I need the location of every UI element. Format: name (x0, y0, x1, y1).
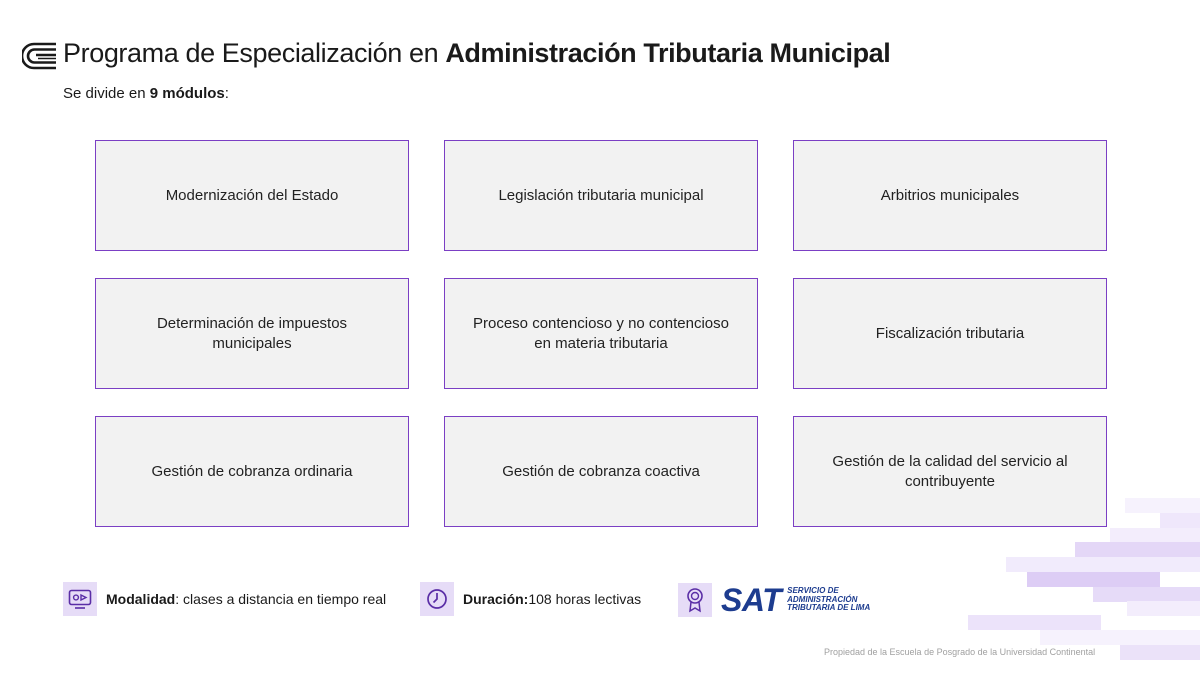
module-card-6: Fiscalización tributaria (793, 278, 1107, 389)
module-card-3: Arbitrios municipales (793, 140, 1107, 251)
modality-value: : clases a distancia en tiempo real (175, 591, 387, 607)
page-title (63, 38, 890, 69)
module-card-9: Gestión de la calidad del servicio al contribuyente (793, 416, 1107, 527)
footer-copyright: Propiedad de la Escuela de Posgrado de la Universidad Continental (824, 647, 1096, 657)
title-regular: Programa de Especialización en (63, 38, 439, 68)
module-card-5: Proceso contencioso y no contencioso en materia tributaria (444, 278, 758, 389)
continental-logo-icon (22, 42, 58, 70)
subtitle-prefix: Se divide en (63, 85, 146, 102)
modality-info (63, 582, 386, 616)
subtitle-bold: 9 módulos (149, 85, 225, 102)
sat-description: SERVICIO DE ADMINISTRACIÓN TRIBUTARIA DE LIMA (787, 586, 871, 613)
module-card-7: Gestión de cobranza ordinaria (95, 416, 409, 527)
modules-grid (95, 140, 1107, 527)
clock-icon (420, 582, 454, 616)
certificate-icon (678, 583, 712, 617)
duration-value: 108 horas lectivas (528, 591, 642, 607)
module-card-8: Gestión de cobranza coactiva (444, 416, 758, 527)
title-bold: Administración Tributaria Municipal (445, 38, 891, 68)
subtitle-suffix: : (224, 85, 229, 102)
page-subtitle (63, 85, 229, 102)
duration-info (420, 582, 641, 616)
module-card-4: Determinación de impuestos municipales (95, 278, 409, 389)
sat-partner-logo (678, 583, 897, 617)
modality-label: Modalidad (106, 591, 176, 607)
module-card-1: Modernización del Estado (95, 140, 409, 251)
sat-wordmark: SAT (721, 582, 782, 618)
video-class-icon (63, 582, 97, 616)
duration-label: Duración: (463, 591, 529, 607)
module-card-2: Legislación tributaria municipal (444, 140, 758, 251)
